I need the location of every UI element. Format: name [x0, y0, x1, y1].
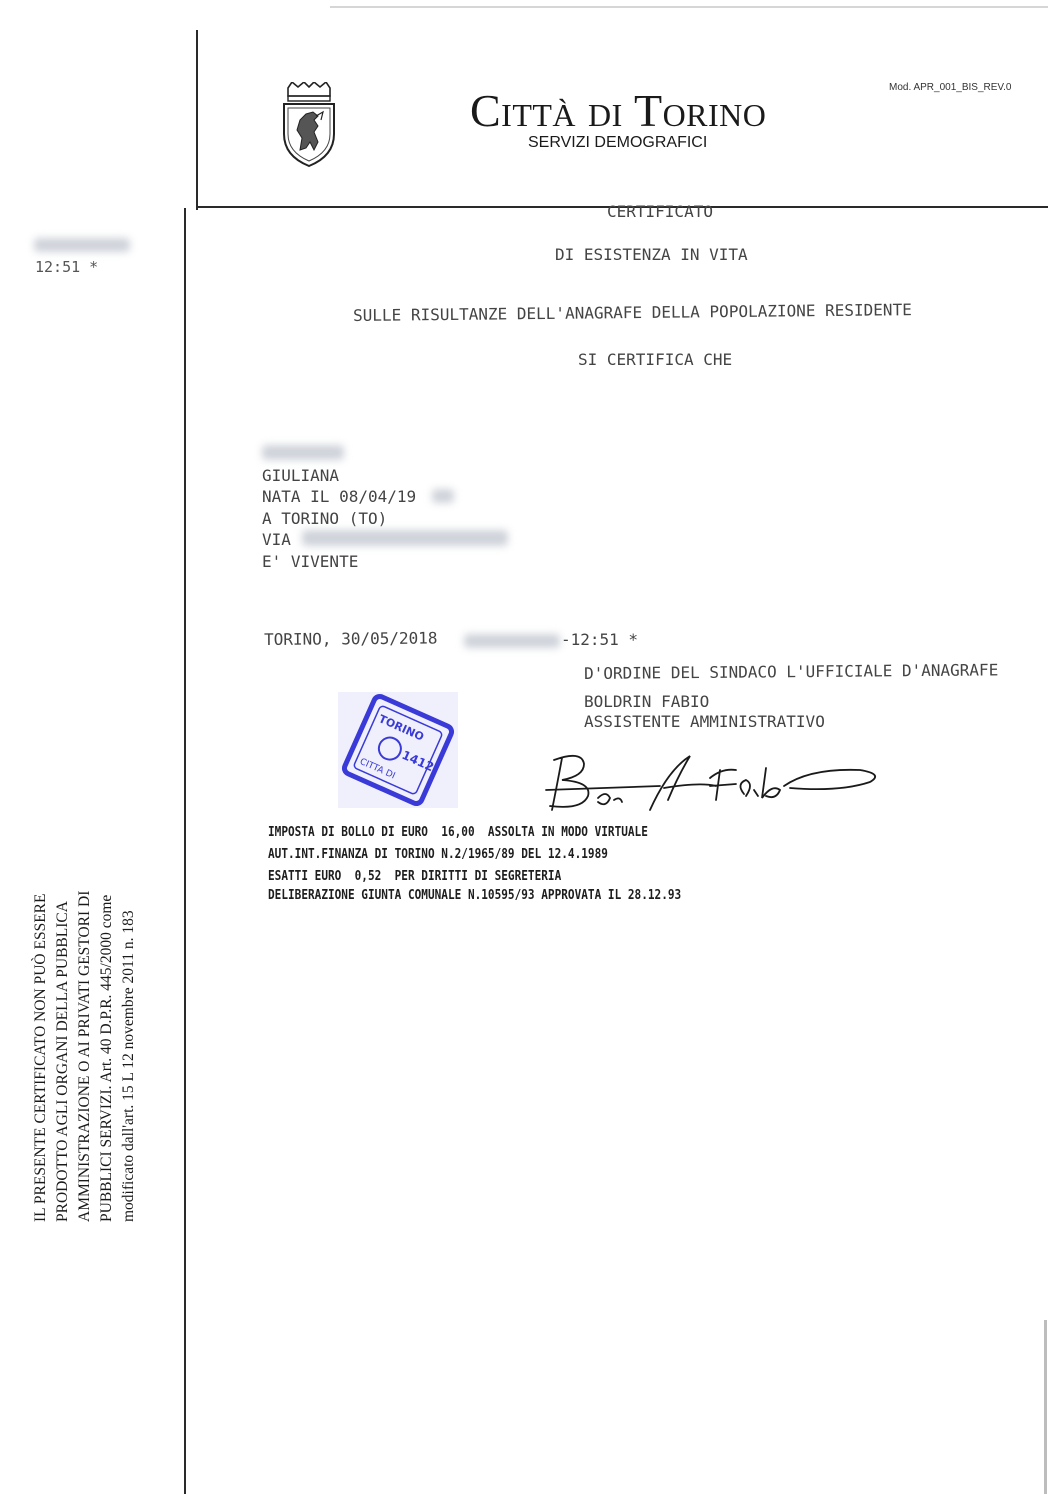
- city-name: Città di Torino: [470, 85, 767, 136]
- fee-line-stamp-duty: IMPOSTA DI BOLLO DI EURO 16,00 ASSOLTA IN MODO VIRTUALE: [268, 824, 648, 840]
- signatory-role: ASSISTENTE AMMINISTRATIVO: [584, 712, 825, 731]
- person-status: E' VIVENTE: [262, 552, 359, 571]
- left-margin-line: [184, 208, 186, 1494]
- intro-text: SULLE RISULTANZE DELL'ANAGRAFE DELLA POPOLAZIONE RESIDENTE: [353, 300, 912, 325]
- signatory-order: D'ORDINE DEL SINDACO L'UFFICIALE D'ANAGRAFE: [584, 660, 999, 683]
- handwritten-signature: [540, 740, 885, 830]
- left-border-line: [196, 30, 198, 210]
- margin-timestamp: 12:51 *: [35, 258, 99, 276]
- legal-notice-line: PUBBLICI SERVIZI. Art. 40 D.P.R. 445/2000 come: [98, 894, 115, 1222]
- person-birthplace: A TORINO (TO): [262, 509, 388, 528]
- person-street: VIA: [262, 530, 291, 549]
- fee-line-deliberation: DELIBERAZIONE GIUNTA COMUNALE N.10595/93 APPROVATA IL 28.12.93: [268, 887, 682, 903]
- department-name: SERVIZI DEMOGRAFICI: [528, 134, 708, 151]
- legal-notice-line: modificato dall'art. 15 L 12 novembre 2011 n. 183: [120, 910, 137, 1222]
- scan-edge-line: [330, 6, 1048, 8]
- issue-place-date: TORINO, 30/05/2018: [264, 628, 438, 649]
- stamp-text-city: TORINO: [376, 712, 426, 744]
- fee-line-secretarial: ESATTI EURO 0,52 PER DIRITTI DI SEGRETERIA: [268, 868, 562, 884]
- person-birth-date: NATA IL 08/04/19: [262, 487, 417, 506]
- document-title: CERTIFICATO: [607, 202, 713, 221]
- fee-line-authorization: AUT.INT.FINANZA DI TORINO N.2/1965/89 DEL 12.4.1989: [268, 846, 608, 862]
- document-subtitle: DI ESISTENZA IN VITA: [555, 245, 748, 264]
- redacted-birth-year: [432, 489, 454, 503]
- signatory-name: BOLDRIN FABIO: [584, 692, 710, 711]
- certifies-text: SI CERTIFICA CHE: [578, 350, 733, 369]
- scan-right-edge: [1044, 1320, 1047, 1494]
- stamp-number: 1412: [399, 747, 437, 775]
- legal-notice-line: PRODOTTO AGLI ORGANI DELLA PUBBLICA: [54, 901, 71, 1222]
- legal-notice-line: IL PRESENTE CERTIFICATO NON PUÒ ESSERE: [32, 893, 49, 1222]
- stamp-text-label: CITTA DI: [357, 756, 397, 782]
- legal-notice-line: AMMINISTRAZIONE O AI PRIVATI GESTORI DI: [76, 890, 93, 1222]
- redacted-surname: [262, 445, 344, 460]
- person-first-name: GIULIANA: [262, 466, 340, 485]
- redacted-certificate-number: [464, 634, 560, 648]
- form-code: Mod. APR_001_BIS_REV.0: [889, 82, 1012, 93]
- redacted-address: [302, 530, 508, 546]
- issue-time: -12:51 *: [561, 630, 639, 649]
- legal-notice: [30, 812, 140, 1222]
- official-stamp: [338, 692, 458, 808]
- redacted-margin-id: [34, 238, 130, 252]
- coat-of-arms-icon: [280, 82, 338, 168]
